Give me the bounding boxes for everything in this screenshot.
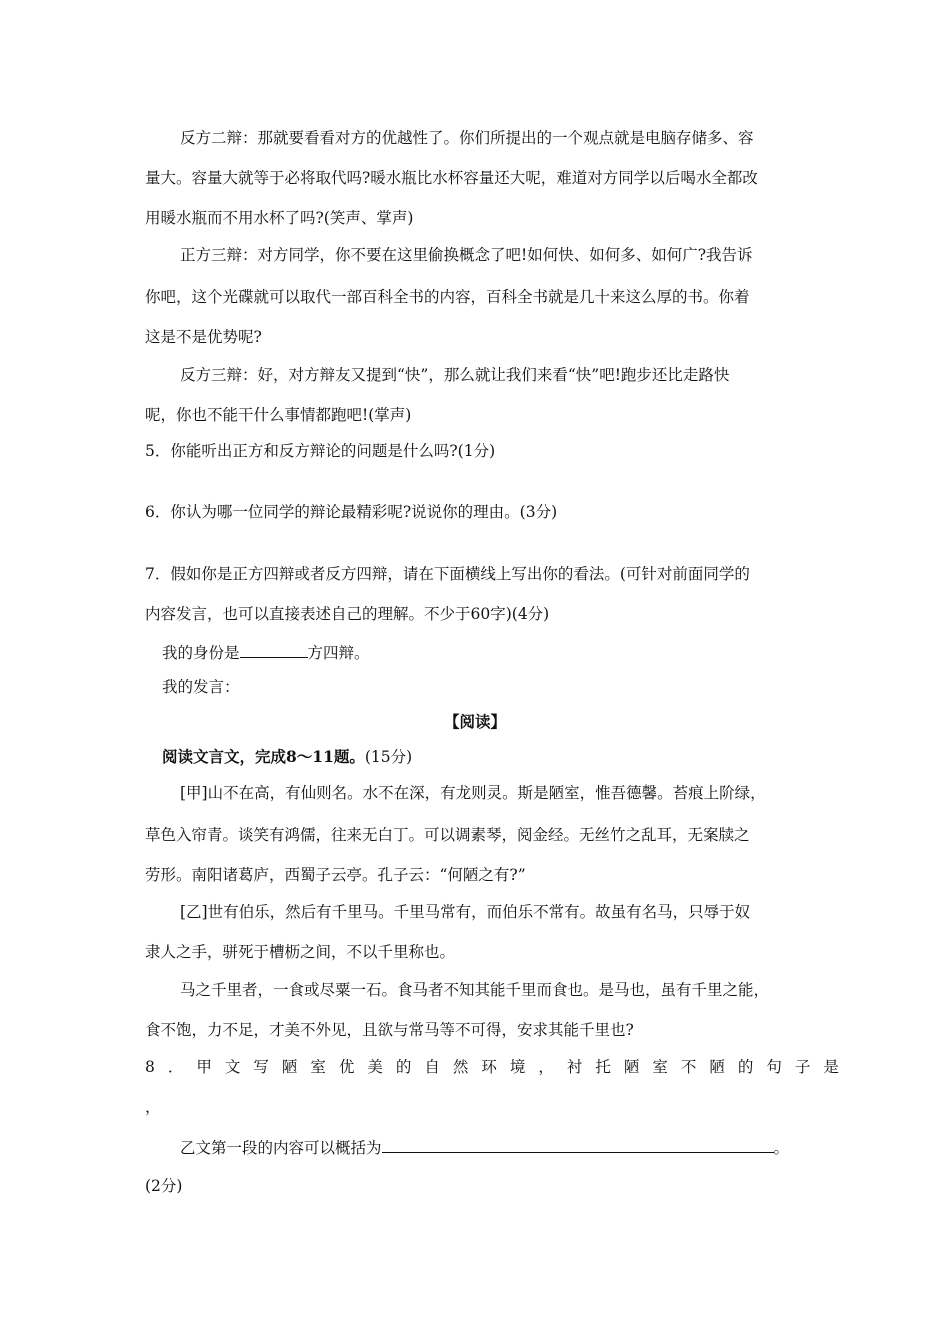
- debate-con2-line3: 用暖水瓶而不用水杯了吗?(笑声、掌声): [145, 209, 414, 227]
- reading-heading: 【阅读】: [443, 712, 506, 731]
- question-8-line1: 8．甲文写陋室优美的自然环境，衬托陋室不陋的句子是: [145, 1058, 852, 1076]
- question-8-line2: ，: [145, 1098, 161, 1116]
- reading-instruction-text: 阅读文言文，完成8～11题。: [162, 747, 365, 766]
- debate-con2-line2: 量大。容量大就等于必将取代吗?暖水瓶比水杯容量还大呢，难道对方同学以后喝水全都改: [145, 169, 758, 187]
- debate-pro3-line3: 这是不是优势呢?: [145, 328, 262, 346]
- text-yi-line1: [乙]世有伯乐，然后有千里马。千里马常有，而伯乐不常有。故虽有名马，只辱于奴: [180, 903, 751, 921]
- question-7-line2: 内容发言，也可以直接表述自己的理解。不少于60字)(4分): [145, 605, 550, 623]
- question-8-score: (2分): [145, 1177, 183, 1195]
- text-jia-line2: 草色入帘青。谈笑有鸿儒，往来无白丁。可以调素琴，阅金经。无丝竹之乱耳，无案牍之: [145, 826, 750, 844]
- identity-blank[interactable]: [240, 641, 308, 658]
- speech-label: 我的发言：: [162, 678, 240, 696]
- summary-suffix: 。: [773, 1139, 790, 1157]
- text-yi-line2: 隶人之手，骈死于槽枥之间，不以千里称也。: [145, 943, 456, 961]
- debate-con2-line1: 反方二辩：那就要看看对方的优越性了。你们所提出的一个观点就是电脑存储多、容: [180, 129, 754, 147]
- debate-pro3-line2: 你吧，这个光碟就可以取代一部百科全书的内容，百科全书就是几十来这么厚的书。你着: [145, 288, 750, 306]
- summary-prefix: 乙文第一段的内容可以概括为: [180, 1139, 382, 1157]
- reading-instruction: [162, 747, 412, 767]
- reading-instruction-score: (15分): [364, 748, 413, 766]
- text-yi-line3: 马之千里者，一食或尽粟一石。食马者不知其能千里而食也。是马也，虽有千里之能，: [180, 981, 770, 999]
- identity-prefix: 我的身份是: [162, 644, 240, 662]
- debate-pro3-line1: 正方三辩：对方同学，你不要在这里偷换概念了吧!如何快、如何多、如何广?我告诉: [180, 246, 753, 264]
- summary-blank[interactable]: [382, 1136, 774, 1153]
- text-jia-line3: 劳形。南阳诸葛庐，西蜀子云亭。孔子云：“何陋之有?”: [145, 866, 526, 884]
- identity-line: [162, 641, 370, 663]
- text-yi-line4: 食不饱，力不足，才美不外见，且欲与常马等不可得，安求其能千里也?: [145, 1021, 634, 1039]
- debate-con3-line1: 反方三辩：好，对方辩友又提到“快”，那么就让我们来看“快”吧!跑步还比走路快: [180, 366, 730, 384]
- identity-suffix: 方四辩。: [307, 644, 370, 662]
- debate-con3-line2: 呢，你也不能干什么事情都跑吧!(掌声): [145, 406, 412, 424]
- text-jia-line1: [甲]山不在高，有仙则名。水不在深，有龙则灵。斯是陋室，惟吾德馨。苔痕上阶绿，: [180, 784, 766, 802]
- question-5: 5．你能听出正方和反方辩论的问题是什么吗?(1分): [145, 442, 496, 460]
- question-6: 6．你认为哪一位同学的辩论最精彩呢?说说你的理由。(3分): [145, 503, 558, 521]
- question-7-line1: 7．假如你是正方四辩或者反方四辩，请在下面横线上写出你的看法。(可针对前面同学的: [145, 565, 750, 583]
- question-8-line3: [180, 1136, 789, 1158]
